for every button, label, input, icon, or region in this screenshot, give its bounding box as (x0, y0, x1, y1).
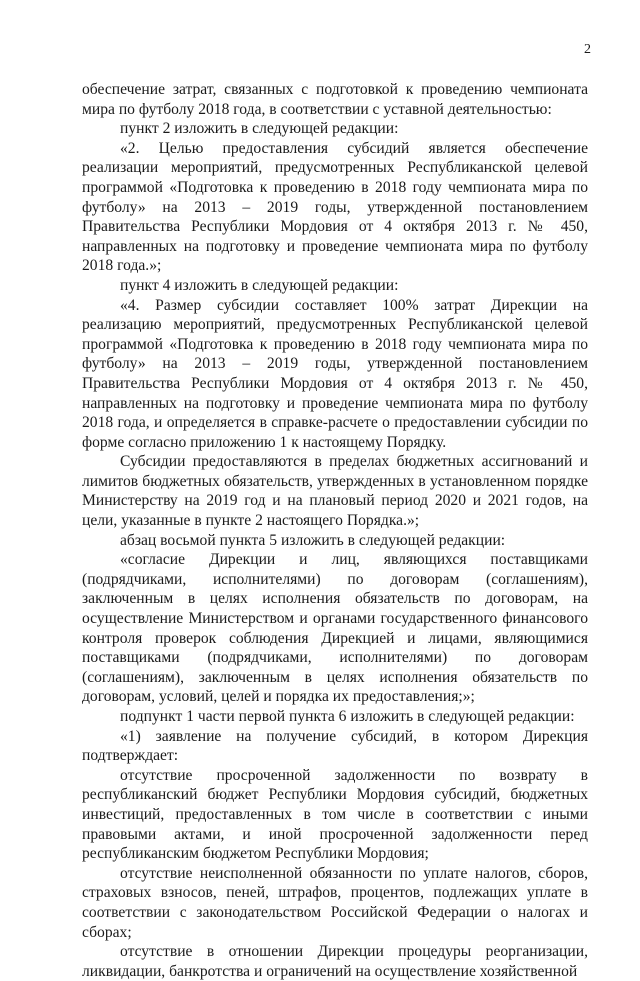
paragraph: отсутствие в отношении Дирекции процедуры реорганизации, ликвидации, банкротства и ограничений на осуществление хозяйственной (82, 943, 588, 980)
paragraph: Субсидии предоставляются в пределах бюджетных ассигнований и лимитов бюджетных обязательств, утвержденных в установленном порядке Министерству на 2019 год и на плановый период 2020 и 2021 годов, на цели, указанные в пункте 2 настоящего Порядка.»; (82, 453, 588, 530)
paragraph: отсутствие просроченной задолженности по возврату в республиканский бюджет Республики Мордовия субсидий, бюджетных инвестиций, предоставленных в том числе в соответствии с иными правовыми актами, и иной просроченной задолженности перед республиканским бюджетом Республики Мордовия; (82, 766, 588, 863)
paragraph: пункт 2 изложить в следующей редакции: (120, 120, 399, 138)
paragraph: отсутствие неисполненной обязанности по уплате налогов, сборов, страховых взносов, пеней, штрафов, процентов, подлежащих уплате в соответствии с законодательством Российской Федерации о налогах и сборах; (82, 864, 588, 941)
paragraph: обеспечение затрат, связанных с подготовкой к проведению чемпионата мира по футболу 2018 года, в соответствии с уставной деятельностью: (82, 81, 588, 118)
page-number: 2 (584, 42, 591, 57)
paragraph: «согласие Дирекции и лиц, являющихся поставщиками (подрядчиками, исполнителями) по договорам (соглашениям), заключенным в целях исполнения обязательств по договорам, на осуществление Министерством и органами государственного финансового контроля проверок соблюдения Дирекцией и лицами, являющимися поставщиками (подрядчиками, исполнителями) по договорам (соглашениям), заключенным в целях исполнения обязательств по договорам, условий, целей и порядка их предоставления;»; (82, 551, 588, 706)
paragraph: подпункт 1 части первой пункта 6 изложить в следующей редакции: (120, 708, 575, 725)
paragraph: пункт 4 изложить в следующей редакции: (120, 276, 399, 294)
paragraph: абзац восьмой пункта 5 изложить в следующей редакции: (120, 531, 506, 549)
document-body (82, 80, 588, 981)
paragraph: «4. Размер субсидии составляет 100% затрат Дирекции на реализацию мероприятий, предусмотренных Республиканской целевой программой «Подготовка к проведению в 2018 году чемпионата мира по футболу» на 2013 – 2019 годы, утвержденной постановлением Правительства Республики Мордовия от 4 октября 2013 г. № 450, направленных на подготовку и проведение чемпионата мира по футболу 2018 года, и определяется в справке-расчете о предоставлении субсидии по форме согласно приложению 1 к настоящему Порядку. (82, 296, 588, 451)
paragraph: «2. Целью предоставления субсидий является обеспечение реализации мероприятий, предусмотренных Республиканской целевой программой «Подготовка к проведению в 2018 году чемпионата мира по футболу» на 2013 – 2019 годы, утвержденной постановлением Правительства Республики Мордовия от 4 октября 2013 г. № 450, направленных на подготовку и проведение чемпионата мира по футболу 2018 года.»; (82, 139, 588, 275)
paragraph: «1) заявление на получение субсидий, в котором Дирекция подтверждает: (82, 727, 588, 765)
